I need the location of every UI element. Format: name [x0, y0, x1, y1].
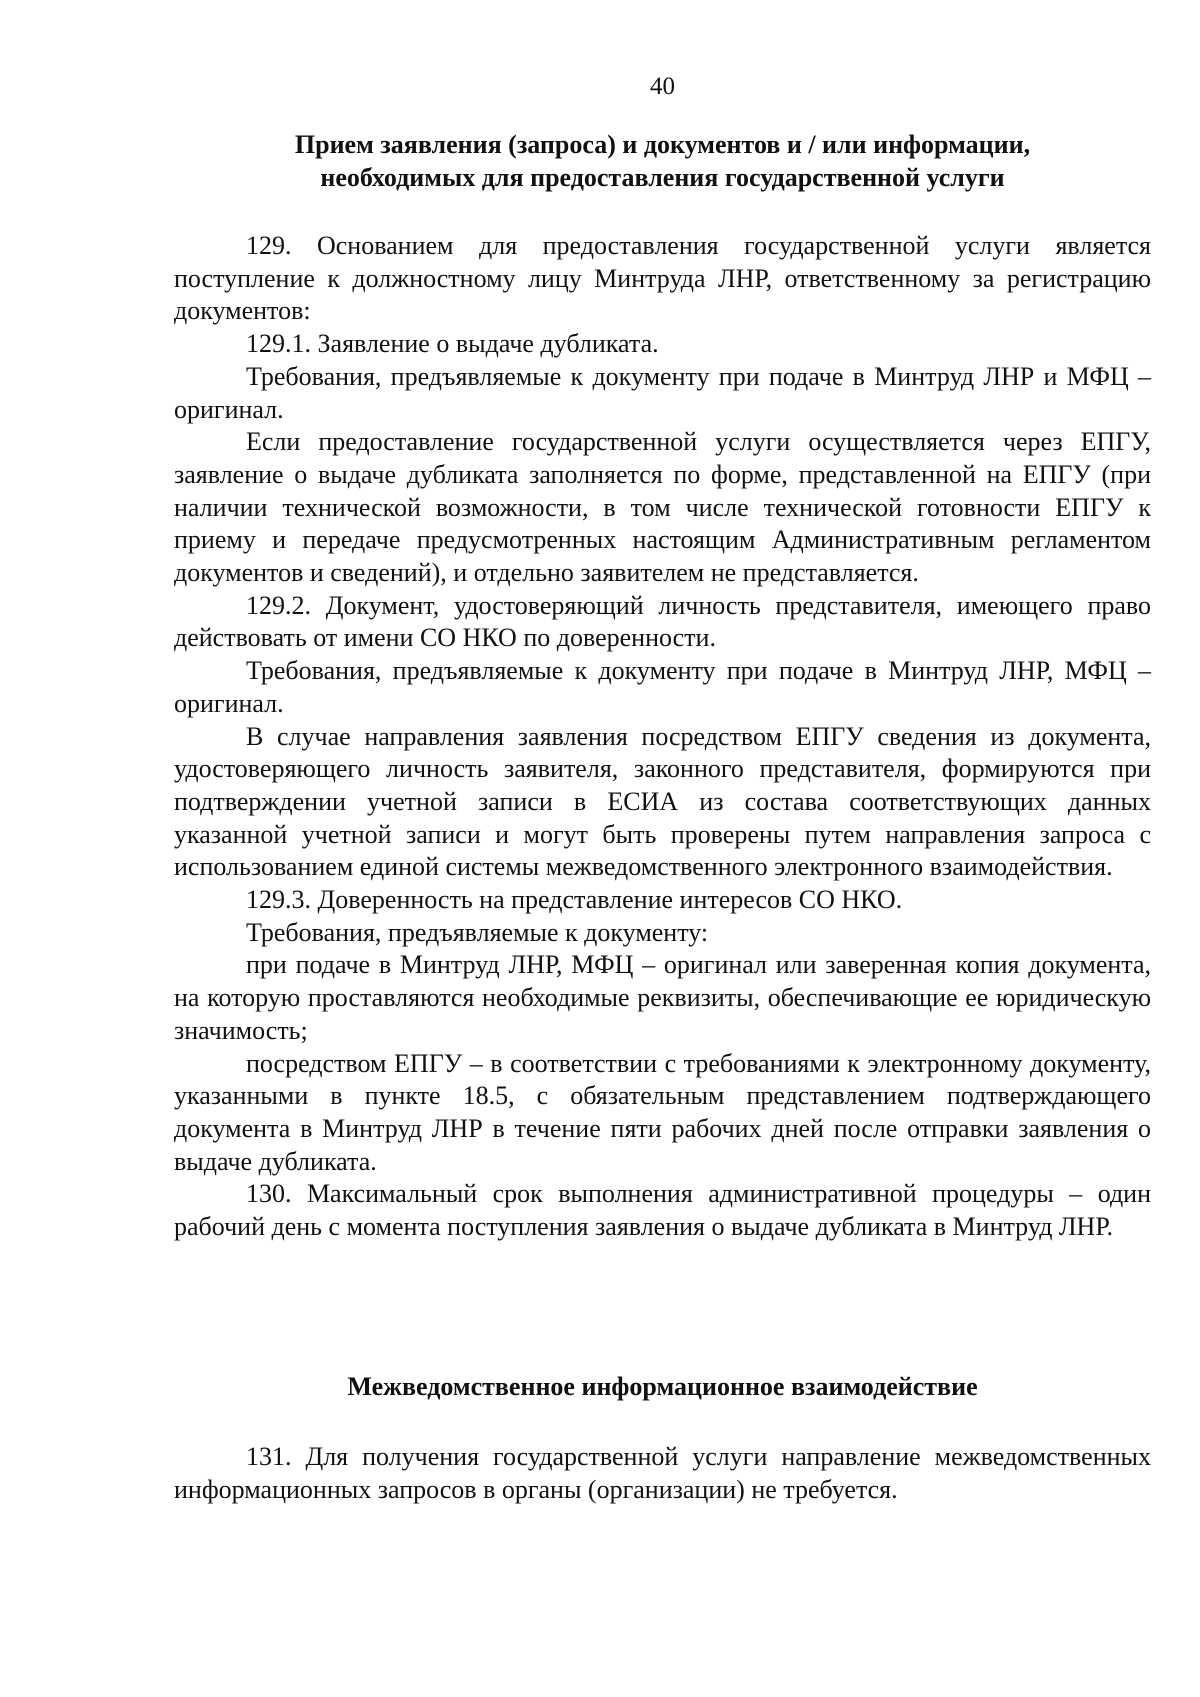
paragraph-129-3: 129.3. Доверенность на представление интересов СО НКО. [246, 885, 903, 915]
paragraph-130: 130. Максимальный срок выполнения административной процедуры – один рабочий день с момента поступления заявления о выдаче дубликата в Минтруд ЛНР. [174, 1179, 1151, 1242]
section-body-interagency [174, 1441, 1151, 1506]
section-body-reception [174, 230, 1151, 1244]
section-heading-reception [174, 128, 1151, 194]
paragraph-129-1-epgu: Если предоставление государственной услуги осуществляется через ЕПГУ, заявление о выдаче дубликата заполняется по форме, представленной на ЕПГУ (при наличии технической возможности, в том числе технической готовности ЕПГУ к приему и передаче предусмотренных настоящим Административным регламентом документов и сведений), и отдельно заявителем не представляется. [174, 427, 1151, 588]
paragraph-129-3-epgu: посредством ЕПГУ – в соответствии с требованиями к электронному документу, указанными в пункте 18.5, с обязательным представлением подтверждающего документа в Минтруд ЛНР в течение пяти рабочих дней после отправки заявления о выдаче дубликата. [174, 1048, 1151, 1176]
paragraph-129-2-epgu: В случае направления заявления посредством ЕПГУ сведения из документа, удостоверяющего личность заявителя, законного представителя, формируются при подтверждении учетной записи в ЕСИА из состава соответствующих данных указанной учетной записи и могут быть проверены путем направления запроса с использованием единой системы межведомственного электронного взаимодействия. [174, 721, 1151, 882]
page-number: 40 [650, 73, 675, 100]
paragraph-131: 131. Для получения государственной услуги направление межведомственных информационных запросов в органы (организации) не требуется. [174, 1442, 1151, 1504]
paragraph-129-1-requirements: Требования, предъявляемые к документу при подаче в Минтруд ЛНР и МФЦ – оригинал. [174, 361, 1151, 424]
paragraph-129-1: 129.1. Заявление о выдаче дубликата. [246, 329, 659, 359]
section-heading-line-1: Прием заявления (запроса) и документов и / или информации, [294, 130, 1031, 159]
paragraph-129-3-requirements: Требования, предъявляемые к документу: [246, 917, 709, 947]
paragraph-129-2-requirements: Требования, предъявляемые к документу при подаче в Минтруд ЛНР, МФЦ – оригинал. [174, 656, 1151, 718]
paragraph-129-2: 129.2. Документ, удостоверяющий личность представителя, имеющего право действовать от имени СО НКО по доверенности. [174, 590, 1151, 653]
section-heading-interagency: Межведомственное информационное взаимодействие [347, 1372, 978, 1401]
section-heading-line-2: необходимых для предоставления государственной услуги [320, 163, 1005, 192]
paragraph-129-3-in-person: при подаче в Минтруд ЛНР, МФЦ – оригинал или заверенная копия документа, на которую проставляются необходимые реквизиты, обеспечивающие ее юридическую значимость; [174, 950, 1151, 1045]
paragraph-129: 129. Основанием для предоставления государственной услуги является поступление к должностному лицу Минтруда ЛНР, ответственному за регистрацию документов: [174, 231, 1151, 326]
